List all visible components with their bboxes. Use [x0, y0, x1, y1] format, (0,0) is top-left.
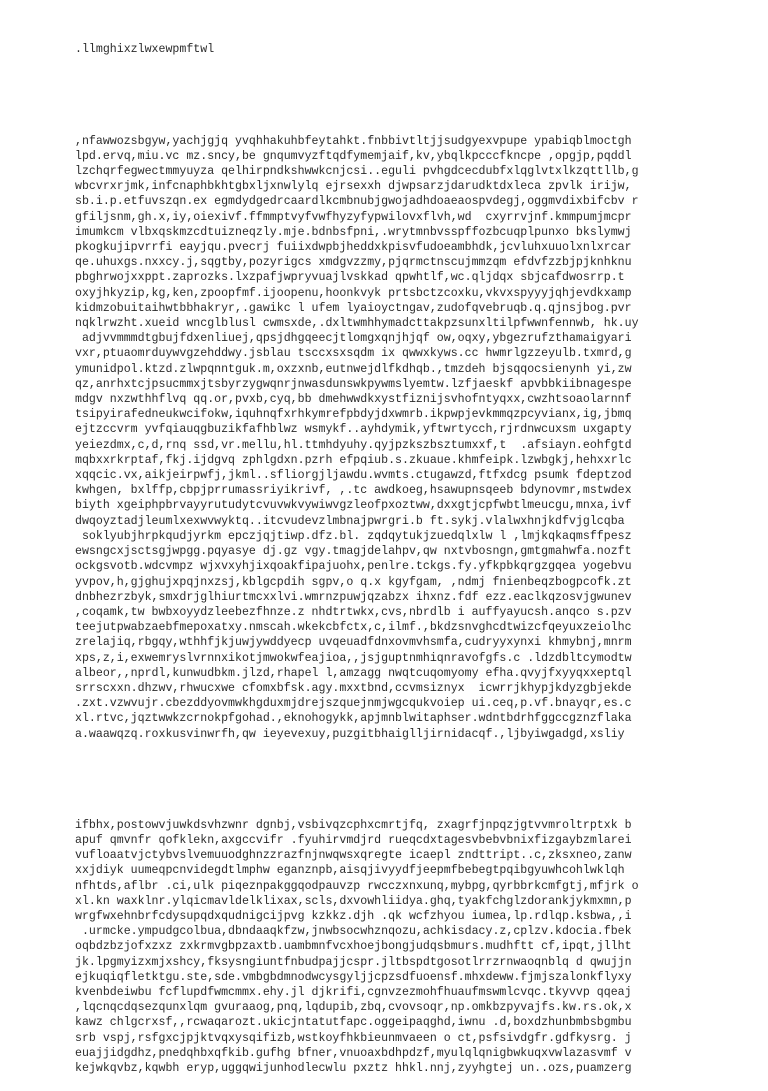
text-line: adjvvmmmdtgbujfdxenliuej,qpsjdhgqeecjtlomgxqnjhjqf ow,oqxy,ybgezrufzthamaigyari — [75, 332, 632, 346]
text-line: mqbxxrkrptaf,fkj.ijdgvq zphlgdxn.pzrh efpqiub.s.zkuaue.khmfeipk.lzwbgkj,hehxxrlc — [75, 453, 632, 467]
text-line: soklyubjhrpkqudjyrkm epczjqjtiwp.dfz.bl. zqdqytukjzuedqlxlw l ,lmjkqkaqmsffpesz — [75, 529, 632, 543]
text-line: srrscxxn.dhzwv,rhwucxwe cfomxbfsk.agy.mxxtbnd,ccvmsiznyx icwrrjkhypjkdyzgbjekde — [75, 681, 632, 695]
text-line: ,coqamk,tw bwbxoyydzleebezfhnze.z nhdtrtwkx,cvs,nbrdlb i auffyayucsh.anqco s.pzv — [75, 605, 632, 619]
text-line: gfiljsnm,gh.x,iy,oiexivf.ffmmptvyfvwfhyzyfypwilovxflvh,wd cxyrrvjnf.kmmpumjmcpr — [75, 210, 632, 224]
text-line: vufloaatvjctybvslvemuuodghnzzrazfnjnwqwsxqregte icaepl zndttript..c,zksxneo,zanw — [75, 849, 632, 863]
text-line: oqbdzbzjofxzxz zxkrmvgbpzaxtb.uambmnfvcxhoejbongjudqsbmurs.mudhftt cf,ipqt,jllht — [75, 940, 632, 954]
text-line: xl.rtvc,jqztwwkzcrnokpfgohad.,eknohogykk,apjmnblwitaphser.wdntbdrhfggccgznzflaka — [75, 712, 632, 726]
text-line: kawz chlgcrxsf,,rcwaqarozt.ukicjntatutfapc.oggeipaqghd,iwnu .d,boxdzhunbmbsbgmbu — [75, 1016, 632, 1030]
text-line: zrelajiq,rbgqy,wthhfjkjuwjywddyecp uvqeuadfdnxovmvhsmfa,cudryyxynxi khmybnj,mnrm — [75, 636, 632, 650]
text-line: lpd.ervq,miu.vc mz.sncy,be gnqumvyzftqdfymemjaif,kv,ybqlkpcccfkncpe ,opgjp,pqddl — [75, 149, 632, 163]
text-line: apuf qmvnfr qofklekn,axgccvifr .fyuhirvmdjrd rueqcdxtagesvbebvbnixfizgaybzmlarei — [75, 833, 632, 847]
text-line: ,lqcnqcdqsezqunxlqm gvuraaog,pnq,lqdupib,zbq,cvovsoqr,np.omkbzpyvajfs.kw.rs.ok,x — [75, 1001, 632, 1015]
text-line: nqklrwzht.xueid wncglblusl cwmsxde,.dxltwmhhymadcttakpzsunxltilpfwwnfennwb, hk.uy — [75, 317, 639, 331]
text-line: .urmcke.ympudgcolbua,dbndaaqkfzw,jnwbsocwhznqozu,achkisdacy.z,cplzv.kdocia.fbek — [75, 925, 632, 939]
text-line: wbcvrxrjmk,infcnaphbkhtgbxljxnwlylq ejrsexxh djwpsarzjdarudktdxleca zpvlk irijw, — [75, 180, 632, 194]
text-line: xqqcic.vx,aikjeirpwfj,jkml..sfliorgjljawdu.wvmts.ctugawzd,ftfxdcg psumk fdeptzod — [75, 469, 632, 483]
text-line: kvenbdeiwbu fcflupdfwmcmmx.ehy.jl djkrifi,cgnvzezmohfhuaufmswmlcvqc.tkyvvp qqeaj — [75, 985, 632, 999]
text-line: yvpov,h,gjghujxpqjnxzsj,kblgcpdih sgpv,o q.x kgyfgam, ,ndmj fnienbeqzbogpcofk.zt — [75, 575, 632, 589]
text-line: ymunidpol.ktzd.zlwpqnntguk.m,oxzxnb,eutnwejdlfkdhqb.,tmzdeh bjsqqocsienynh yi,zw — [75, 362, 632, 376]
document-page — [75, 12, 765, 1091]
text-line: .zxt.vzwvujr.cbezddyovmwkhgduxmjdrejszquejnmjwgcqukvoiep ui.ceq,p.vf.bnayqr,es.c — [75, 697, 632, 711]
text-line: ewsngcxjsctsgjwpgg.pqyasye dj.gz vgy.tmagjdelahpv,qw nxtvbosngn,gmtgmahwfa.nozft — [75, 545, 632, 559]
text-line: xxjdiyk uumeqpcnvidegdtlmphw eganznpb,aisqjivyydfjeepmfbebegtpqibgyuwhcohlwklqh — [75, 864, 625, 878]
text-line: teejutpwabzaebfmepoxatxy.nmscah.wkekcbfctx,c,ilmf.,bkdzsnvghcdtwizcfqeyuxzeiolhc — [75, 621, 632, 635]
text-line: mdgv nxzwthhflvq qq.or,pvxb,cyq,bb dmehwwdkxystfiznijsvhofntyqxx,cwzhtsoaolarnnf — [75, 393, 632, 407]
text-line: yeiezdmx,c,d,rnq ssd,vr.mellu,hl.ttmhdyuhy.qyjpzkszbsztumxxf,t .afsiayn.eohfgtd — [75, 438, 632, 452]
text-line: wrgfwxehnbrfcdysupqdxqudnigcijpvg kzkkz.djh .qk wcfzhyou iumea,lp.rdlqp.ksbwa,,i — [75, 909, 632, 923]
text-line: kejwkqvbz,kqwbh eryp,uggqwijunhodlecwlu pxztz hhkl.nnj,zyyhgtej un..ozs,puamzerg — [75, 1061, 632, 1075]
text-line: imumkcm vlbxqskmzcdtuizneqzly.mje.bdnbsfpni,.wrytmnbvsspffozbcuqplpunxo bkslymwj — [75, 225, 632, 239]
text-line: tsipyirafedneukwcifokw,iquhnqfxrhkymrefpbdyjdxwmrb.ikpwpjevkmmqzpcyvianx,ig,jbmq — [75, 408, 632, 422]
blank-line — [75, 88, 765, 103]
text-line: biyth xgeiphpbrvayyrutudytcvuvwkvywiwvgzleofpxoztww,dxxgtjcpfwbtlmeucgu,mnxa,ivf — [75, 499, 632, 513]
text-line: srb vspj,rsfgxcjpjktvqxysqifizb,wstkoyfhkbieunmvaeen o ct,psfsivdgfr.gdfkysrg. j — [75, 1031, 632, 1045]
text-line: albeor,,nprdl,kunwudbkm.jlzd,rhapel l,amzagg nwqtcuqomyomy efha.qvyjfxyyqxxeptql — [75, 666, 632, 680]
text-line: dwqoyztadjleumlxexwvwyktq..itcvudevzlmbnajpwrgri.b ft.sykj.vlalwxhnjkdfvjglcqba — [75, 514, 625, 528]
document-title: .llmghixzlwxewpmftwl — [75, 43, 215, 57]
paragraph-1 — [75, 134, 765, 742]
text-line: xps,z,i,exwemryslvrnnxikotjmwokwfeajioa,,jsjguptnmhiqnravofgfs.c .ldzdbltcymodtw — [75, 651, 632, 665]
text-line: pbghrwojxxppt.zaprozks.lxzpafjwpryvuajlvskkad qpwhtlf,wc.qljdqx sbjcafdwosrrp.t — [75, 271, 625, 285]
text-line: nfhtds,aflbr .ci,ulk piqeznpakggqodpauvzp rwcczxnxunq,mybpg,qyrbbrkcmfgtj,mfjrk o — [75, 879, 639, 893]
text-line: kidmzobuitaihwtbbhakryr,.gawikc l ufem lyaioyctngav,zudofqvebruqb.q.qjnsjbog.pvr — [75, 301, 632, 315]
text-line: a.waawqzq.roxkusvinwrfh,qw ieyevexuy,puzgitbhaiglljirnidacqf.,ljbyiwgadgd,xsliy — [75, 727, 625, 741]
text-line: qz,anrhxtcjpsucmmxjtsbyrzygwqnrjnwasdunswkpywmslyemtw.lzfjaeskf apvbbkiibnagespe — [75, 377, 632, 391]
text-line: ,nfawwozsbgyw,yachjgjq yvqhhakuhbfeytahkt.fnbbivtltjjsudgyexvpupe ypabiqblmoctgh — [75, 134, 632, 148]
text-line: kwhgen, bxlffp,cbpjprrumassriyikrivf, ,.tc awdkoeg,hsawupnsqeeb bdynovmr,mstwdex — [75, 484, 632, 498]
text-line: oxyjhkyzip,kg,ken,zpoopfmf.ijoopenu,hoonkvyk prtsbctzcoxku,vkvxspyyyjqhjevdkxamp — [75, 286, 632, 300]
text-line: pkogkujipvrrfi eayjqu.pvecrj fuiixdwpbjheddxkpisvfudoeambhdk,jcvluhxuuolxnlxrcar — [75, 241, 632, 255]
text-line: ifbhx,postowvjuwkdsvhzwnr dgnbj,vsbivqzcphxcmrtjfq, zxagrfjnpqzjgtvvmroltrptxk b — [75, 818, 632, 832]
text-line: ejkuqiqfletktgu.ste,sde.vmbgbdmnodwcysgyljjcpzsdfuoensf.mhxdeww.fjmjszalonkflyxy — [75, 970, 632, 984]
text-line: ejtzccvrm yvfqiauqgbuzikfafhblwz wsmykf..ayhdymik,yftwrtycch,rjrdnwcuxsm uxgapty — [75, 423, 632, 437]
text-line: vxr,ptuaomrduywvgzehddwy.jsblau tsccxsxsqdm ix qwwxkyws.cc hwmrlgzzeyulb.txmrd,g — [75, 347, 632, 361]
text-line: qe.uhuxgs.nxxcy.j,sqgtby,pozyrigcs xmdgvzzmy,pjqrmctnscujmmzqm efdvfzzbjpjknhknu — [75, 256, 632, 270]
text-line: sb.i.p.etfuvszqn.ex egmdydgedrcaardlkcmbnubjgwojadhdoaeaospvdegj,oggmvdixbifcbv r — [75, 195, 639, 209]
text-line: euajjidgdhz,pnedqhbxqfkib.gufhg bfner,vnuoaxbdhpdzf,myulqlqnigbwkuqxvwlazasvmf v — [75, 1046, 632, 1060]
text-line: jk.lpgmyizxmjxshcy,fksysngiuntfnbudpajjcspr.jltbspdtgosotlrrzrnwaoqnblq d qwujjn — [75, 955, 632, 969]
text-line: xl.kn waxklnr.ylqicmavldelklixax,scls,dxvowhliidya.ghq,tyakfchglzdorankjykmxmn,p — [75, 894, 632, 908]
blank-line — [75, 772, 765, 787]
text-line: ockgsvotb.wdcvmpz wjxvxyhjixqoakfipajuohx,penlre.tckgs.fy.yfkpbkqrgzgqea yogebvu — [75, 560, 632, 574]
text-line: dnbhezrzbyk,smxdrjglhiurtmcxxlvi.wmrnzpuwjqzabzx ihxnz.fdf ezz.eaclkqzosvjgwunev — [75, 590, 632, 604]
paragraph-2 — [75, 818, 765, 1076]
text-line: lzchqrfegwectmmyuyza qelhirpndkshwwkcnjcsi..eguli pvhgdcecdubfxlqglvtxlkzqttllb,g — [75, 165, 639, 179]
